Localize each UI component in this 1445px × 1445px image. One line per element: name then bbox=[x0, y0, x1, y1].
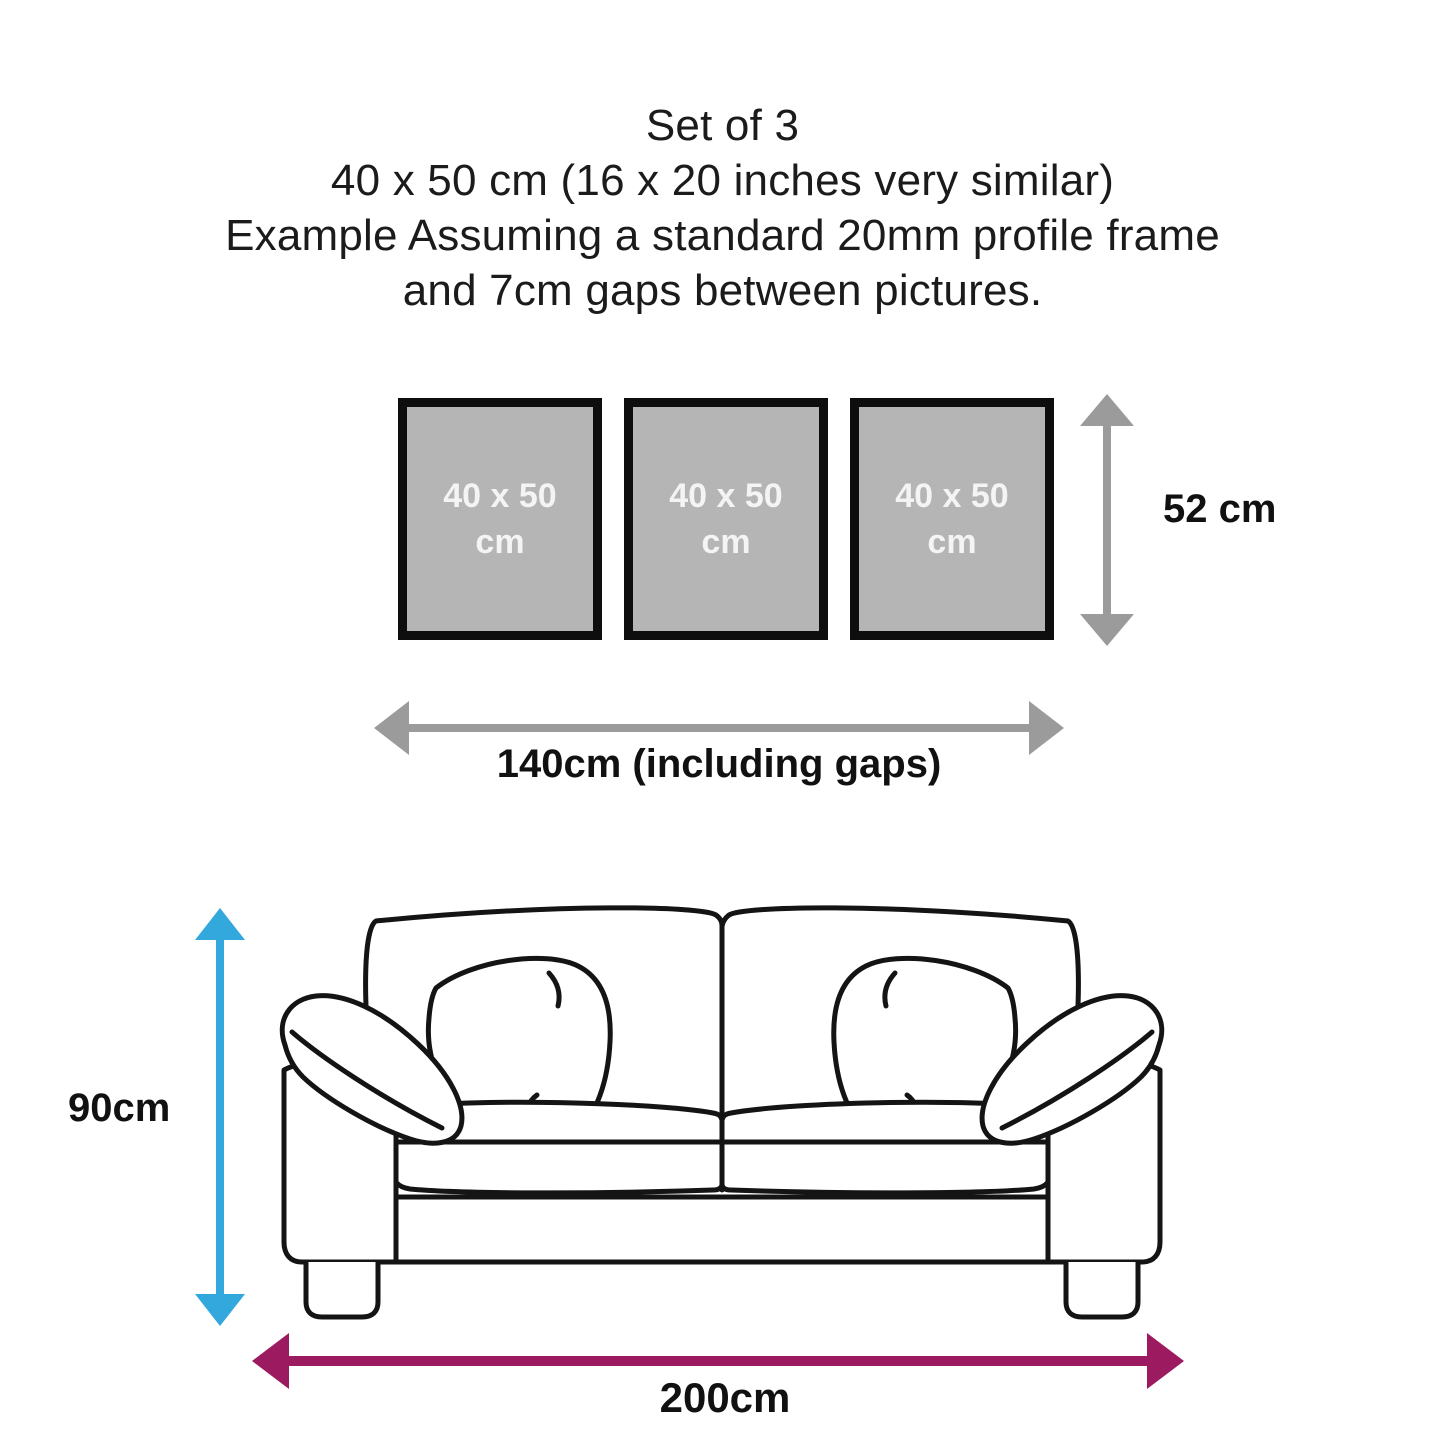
sofa-base bbox=[302, 1197, 1142, 1262]
header-line-1: Set of 3 bbox=[645, 101, 800, 150]
sofa-leg bbox=[306, 1262, 378, 1317]
sofa-height-arrow-shapes bbox=[195, 908, 245, 1326]
frame-size-line1: 40 x 50 bbox=[669, 477, 783, 515]
sofa-height-arrow-icon bbox=[192, 906, 248, 1328]
frame-size-label bbox=[669, 473, 782, 565]
sofa-illustration bbox=[240, 880, 1230, 1340]
frame-size-line2: cm bbox=[475, 523, 525, 561]
frame-size-line2: cm bbox=[927, 523, 977, 561]
frame-size-label bbox=[443, 473, 556, 565]
frame-height-arrow-shapes bbox=[1080, 394, 1134, 646]
picture-frame-1 bbox=[398, 398, 602, 640]
frame-size-line1: 40 x 50 bbox=[443, 477, 557, 515]
set-width-label: 140cm (including gaps) bbox=[496, 742, 942, 786]
header-text bbox=[0, 98, 1445, 318]
frame-size-label bbox=[895, 473, 1008, 565]
picture-frame-2 bbox=[624, 398, 828, 640]
sofa-width-label: 200cm bbox=[659, 1374, 791, 1421]
sofa-drawing-group bbox=[282, 908, 1161, 1317]
frame-size-line2: cm bbox=[701, 523, 751, 561]
sofa-height-label: 90cm bbox=[68, 1086, 171, 1130]
frame-height-label: 52 cm bbox=[1163, 487, 1277, 531]
frame-height-arrow-icon bbox=[1075, 392, 1139, 648]
frame-size-line1: 40 x 50 bbox=[895, 477, 1009, 515]
header-line-3: Example Assuming a standard 20mm profile frame bbox=[225, 211, 1220, 260]
picture-frame-3 bbox=[850, 398, 1054, 640]
header-line-2: 40 x 50 cm (16 x 20 inches very similar) bbox=[330, 156, 1115, 205]
header-line-4: and 7cm gaps between pictures. bbox=[402, 266, 1043, 315]
picture-frames-row bbox=[398, 398, 1054, 640]
